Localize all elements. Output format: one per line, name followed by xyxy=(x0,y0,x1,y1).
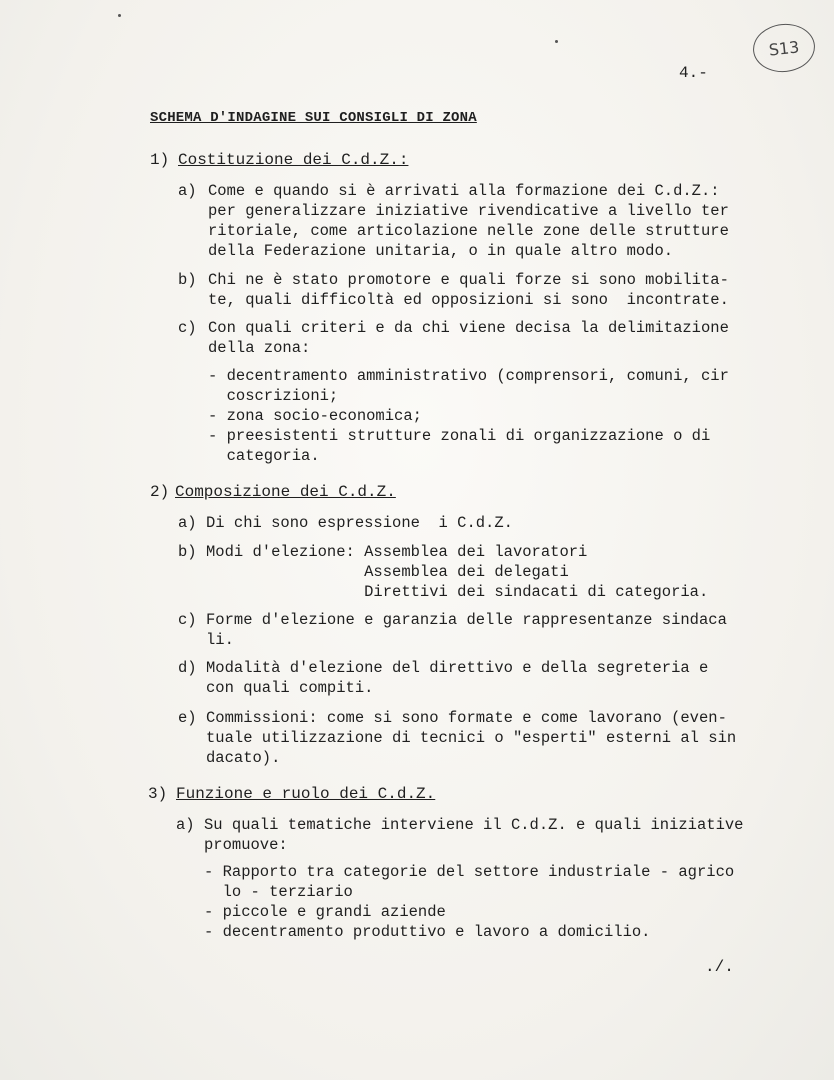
item-text: per generalizzare iniziative rivendicative a livello ter xyxy=(208,202,729,220)
item-text: Assemblea dei delegati xyxy=(206,563,569,581)
item-text: Chi ne è stato promotore e quali forze si sono mobilita- xyxy=(208,271,729,289)
item-label: b) xyxy=(178,271,197,289)
scan-speck xyxy=(118,14,121,17)
section-number: 1) xyxy=(150,151,170,169)
item-text: Forme d'elezione e garanzia delle rappresentanze sindaca xyxy=(206,611,727,629)
item-text: tuale utilizzazione di tecnici o "esperti" esterni al sin xyxy=(206,729,737,747)
item-text: della zona: xyxy=(208,339,311,357)
item-text: Commissioni: come si sono formate e come lavorano (even- xyxy=(206,709,727,727)
list-item: - decentramento produttivo e lavoro a domicilio. xyxy=(204,923,651,941)
list-item: lo - terziario xyxy=(204,883,353,901)
item-text: li. xyxy=(206,631,234,649)
scan-speck xyxy=(555,40,558,43)
section-heading: Costituzione dei C.d.Z.: xyxy=(178,151,409,169)
item-label: a) xyxy=(178,182,197,200)
item-text: Modi d'elezione: Assemblea dei lavoratori xyxy=(206,543,588,561)
item-text: Direttivi dei sindacati di categoria. xyxy=(206,583,709,601)
item-text: te, quali difficoltà ed opposizioni si sono incontrate. xyxy=(208,291,729,309)
section-number: 3) xyxy=(148,785,168,803)
item-text: Modalità d'elezione del direttivo e della segreteria e xyxy=(206,659,709,677)
list-item: - decentramento amministrativo (comprensori, comuni, cir xyxy=(208,367,729,385)
list-item: - Rapporto tra categorie del settore industriale - agrico xyxy=(204,863,735,881)
document-title: SCHEMA D'INDAGINE SUI CONSIGLI DI ZONA xyxy=(150,110,477,126)
item-label: c) xyxy=(178,319,197,337)
item-label: c) xyxy=(178,611,197,629)
item-text: Su quali tematiche interviene il C.d.Z. e quali iniziative xyxy=(204,816,744,834)
item-label: e) xyxy=(178,709,197,727)
list-item: coscrizioni; xyxy=(208,387,339,405)
item-text: Come e quando si è arrivati alla formazione dei C.d.Z.: xyxy=(208,182,720,200)
section-number: 2) xyxy=(150,483,170,501)
item-text: dacato). xyxy=(206,749,281,767)
list-item: - piccole e grandi aziende xyxy=(204,903,446,921)
item-label: d) xyxy=(178,659,197,677)
item-text: promuove: xyxy=(204,836,288,854)
item-label: a) xyxy=(178,514,197,532)
continuation-mark: ./. xyxy=(705,958,734,976)
section-heading: Funzione e ruolo dei C.d.Z. xyxy=(176,785,436,803)
list-item: categoria. xyxy=(208,447,320,465)
item-text: con quali compiti. xyxy=(206,679,374,697)
item-text: Di chi sono espressione i C.d.Z. xyxy=(206,514,513,532)
item-text: ritoriale, come articolazione nelle zone delle strutture xyxy=(208,222,729,240)
list-item: - preesistenti strutture zonali di organizzazione o di xyxy=(208,427,711,445)
section-heading: Composizione dei C.d.Z. xyxy=(175,483,396,501)
archive-stamp: S13 xyxy=(751,21,818,75)
item-text: Con quali criteri e da chi viene decisa la delimitazione xyxy=(208,319,729,337)
item-label: b) xyxy=(178,543,197,561)
item-label: a) xyxy=(176,816,195,834)
list-item: - zona socio-economica; xyxy=(208,407,422,425)
item-text: della Federazione unitaria, o in quale altro modo. xyxy=(208,242,674,260)
page-number: 4.- xyxy=(679,64,708,82)
